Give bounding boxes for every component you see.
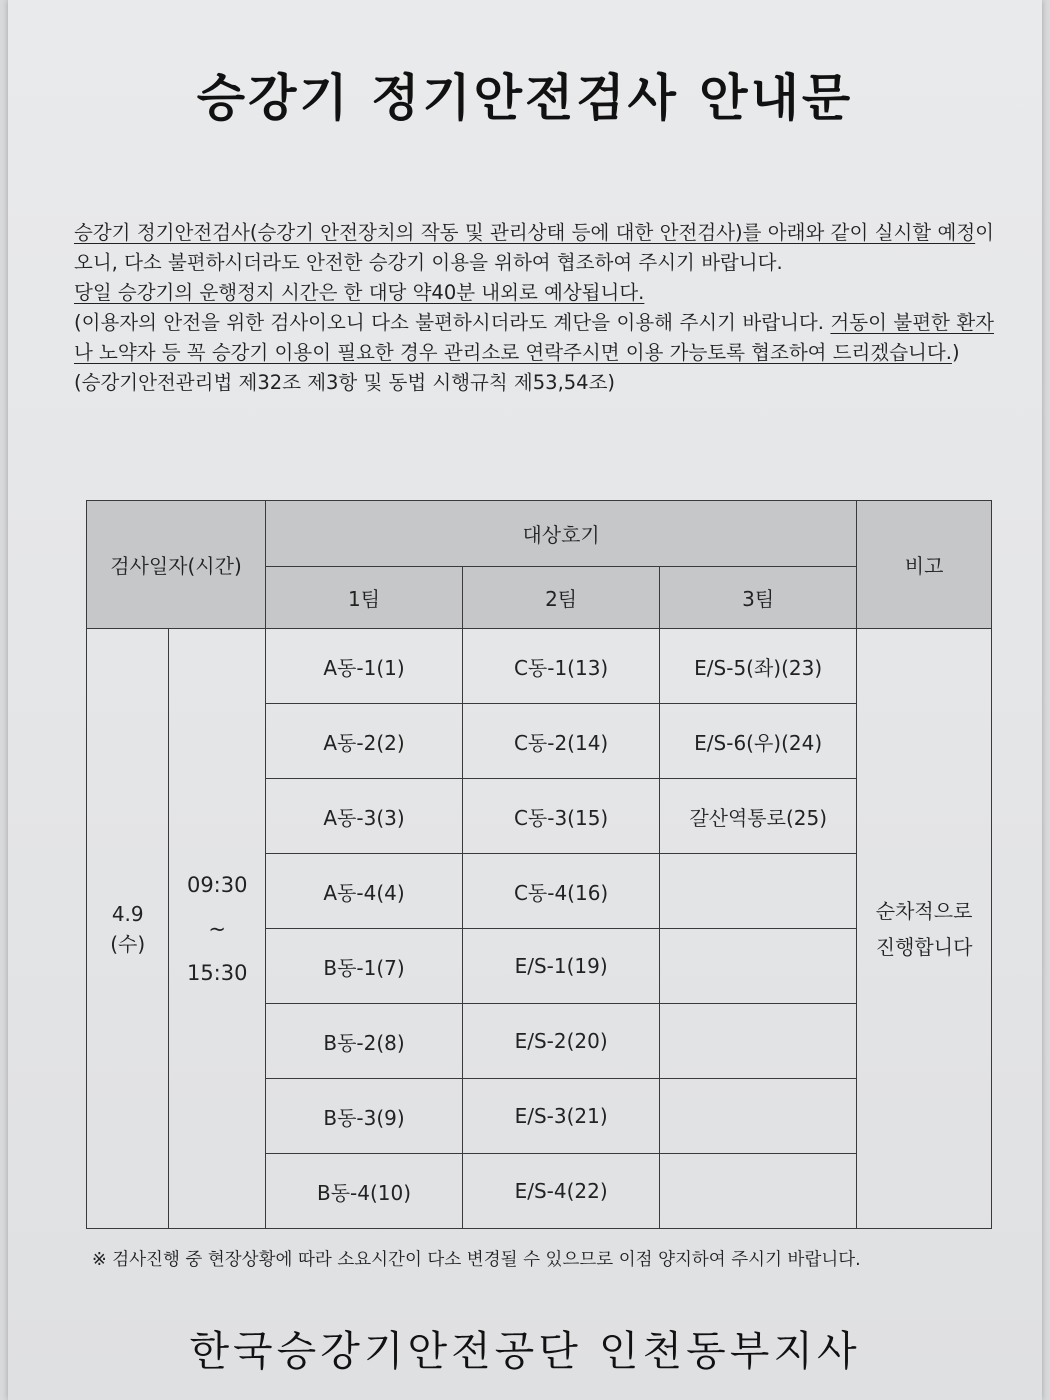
team-3-unit-cell	[660, 1154, 857, 1229]
team-2-unit-cell: C동-1(13)	[463, 629, 660, 704]
header-team-1: 1팀	[265, 567, 462, 629]
team-3-unit-cell	[660, 929, 857, 1004]
intro-paragraph-3	[74, 308, 994, 368]
team-2-unit-cell: E/S-3(21)	[463, 1079, 660, 1154]
organization-name: 한국승강기안전공단 인천동부지사	[189, 1327, 861, 1375]
team-2-unit-cell: E/S-4(22)	[463, 1154, 660, 1229]
intro-p1-underlined: 승강기 정기안전검사(승강기 안전장치의 작동 및 관리상태 등에 대한 안전검사)를 아래와 같이 실시할 예정	[74, 221, 976, 244]
intro-p3-plain: (이용자의 안전을 위한 검사이오니 다소 불편하시더라도 계단을 이용해 주시기 바랍니다.	[74, 311, 831, 334]
header-team-3: 3팀	[660, 567, 857, 629]
time-separator: ~	[208, 916, 227, 941]
team-3-unit-cell	[660, 1004, 857, 1079]
remarks-cell	[857, 629, 992, 1229]
team-1-unit-cell: A동-4(4)	[265, 854, 462, 929]
inspection-time-cell	[169, 629, 266, 1229]
team-3-unit-cell	[660, 854, 857, 929]
date-value: 4.9	[111, 901, 144, 926]
team-2-unit-cell: C동-2(14)	[463, 704, 660, 779]
notice-title: 승강기 정기안전검사 안내문	[196, 69, 854, 127]
intro-p2-underlined: 당일 승강기의 운행정지 시간은 한 대당 약40분 내외로 예상됩니다.	[74, 281, 645, 304]
team-2-unit-cell: C동-4(16)	[463, 854, 660, 929]
header-target-units: 대상호기	[265, 501, 856, 567]
team-3-unit-cell: 갈산역통로(25)	[660, 779, 857, 854]
weekday-value: (수)	[110, 931, 146, 956]
footnote: ※ 검사진행 중 현장상황에 따라 소요시간이 다소 변경될 수 있으므로 이점 양지하여 주시기 바랍니다.	[92, 1250, 861, 1270]
team-2-unit-cell: C동-3(15)	[463, 779, 660, 854]
team-1-unit-cell: A동-1(1)	[265, 629, 462, 704]
header-inspection-date: 검사일자(시간)	[87, 501, 266, 629]
team-3-unit-cell	[660, 1079, 857, 1154]
team-2-unit-cell: E/S-1(19)	[463, 929, 660, 1004]
intro-paragraph-1	[74, 218, 994, 278]
time-end: 15:30	[186, 960, 248, 985]
remarks-line-2: 진행합니다	[875, 934, 973, 959]
notice-paper	[8, 0, 1042, 1400]
header-team-2: 2팀	[463, 567, 660, 629]
team-1-unit-cell: B동-1(7)	[265, 929, 462, 1004]
intro-p1-rest: 이오니, 다소 불편하시더라도 안전한 승강기 이용을 위하여 협조하여 주시기 바랍니다.	[74, 221, 994, 274]
schedule-row	[87, 629, 992, 704]
team-1-unit-cell: B동-4(10)	[265, 1154, 462, 1229]
intro-p3-close: )	[951, 341, 960, 364]
team-1-unit-cell: A동-2(2)	[265, 704, 462, 779]
team-3-unit-cell: E/S-6(우)(24)	[660, 704, 857, 779]
inspection-date-cell	[87, 629, 169, 1229]
intro-text	[74, 218, 994, 398]
intro-paragraph-2	[74, 278, 994, 308]
header-remarks: 비고	[857, 501, 992, 629]
team-3-unit-cell: E/S-5(좌)(23)	[660, 629, 857, 704]
time-start: 09:30	[186, 872, 248, 897]
team-1-unit-cell: B동-2(8)	[265, 1004, 462, 1079]
intro-p3-underlined: 거동이 불편한 환자나 노약자 등 꼭 승강기 이용이 필요한 경우 관리소로 연락주시면 이용 가능토록 협조하여 드리겠습니다.	[74, 311, 994, 364]
team-1-unit-cell: A동-3(3)	[265, 779, 462, 854]
inspection-schedule-table	[86, 500, 992, 1229]
team-2-unit-cell: E/S-2(20)	[463, 1004, 660, 1079]
remarks-line-1: 순차적으로	[875, 898, 973, 923]
team-1-unit-cell: B동-3(9)	[265, 1079, 462, 1154]
legal-reference: (승강기안전관리법 제32조 제3항 및 동법 시행규칙 제53,54조)	[74, 371, 616, 394]
